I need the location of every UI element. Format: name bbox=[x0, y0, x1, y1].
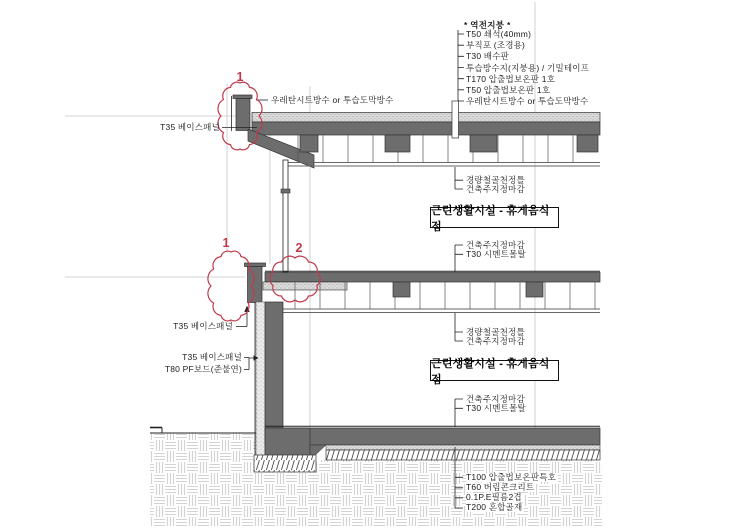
floor2-edge-insulation bbox=[263, 282, 347, 290]
base-panel-label-mid: T35 베이스패널 bbox=[173, 321, 233, 331]
floor2-suspended-ceiling bbox=[283, 309, 600, 313]
roof-legend-title: * 역전지붕 * bbox=[464, 20, 511, 30]
edge-footing-insulation bbox=[254, 455, 316, 472]
floor1-ceiling-finish-label: 건축주지정마감 bbox=[466, 336, 525, 346]
roof-suspended-ceiling bbox=[288, 163, 600, 167]
roof-layer-marker bbox=[452, 101, 459, 138]
grade-line bbox=[150, 428, 256, 434]
edge-curb bbox=[248, 267, 263, 303]
roof-insulation-layer bbox=[252, 113, 600, 123]
floor1-finish-label: 건축주지정마감 bbox=[466, 394, 525, 404]
roof-ceiling-hangers bbox=[298, 135, 573, 162]
ground-legend-item: T60 버림콘크리트 bbox=[466, 482, 535, 492]
window-transom bbox=[281, 189, 290, 193]
roof-legend-item: T30 배수판 bbox=[466, 51, 510, 61]
floor1-mortar-label: T30 시멘트몰탈 bbox=[466, 403, 526, 413]
floor2-assembly bbox=[245, 263, 601, 313]
floor2-mortar-label: T30 시멘트몰탈 bbox=[466, 249, 526, 259]
wall-insulation-band bbox=[256, 302, 265, 456]
roof-legend-item: T50 쇄석(40mm) bbox=[466, 29, 532, 39]
ground-legend-item: T200 혼합골재 bbox=[466, 502, 523, 512]
earth-hatch-left bbox=[150, 433, 257, 526]
roof-slab bbox=[252, 122, 600, 135]
parapet-cap bbox=[233, 95, 252, 99]
roof-ceiling-frame-label: 경량철골천정틀 bbox=[466, 175, 525, 185]
roof-beams bbox=[300, 135, 598, 152]
floor2-slab bbox=[265, 273, 600, 283]
revision-number-2-sill: 2 bbox=[295, 241, 303, 255]
room-label-upper: 근린생활시설 - 휴게음식점 bbox=[430, 207, 559, 228]
roof-legend-item: T170 압출법보온판 1호 bbox=[466, 74, 556, 84]
roof-legend-item: 투습방수지(지붕용) / 기밀테이프 bbox=[466, 63, 590, 73]
window-mullion bbox=[283, 160, 288, 272]
base-panel-label-low: T35 베이스패널 bbox=[182, 352, 242, 362]
base-panel-label-top: T35 베이스패널 bbox=[160, 122, 220, 132]
ground-legend-item: T100 압출법보온판특호 bbox=[466, 472, 557, 482]
roof-ceiling-finish-label: 건축주지정마감 bbox=[466, 184, 525, 194]
under-slab-insulation bbox=[326, 450, 600, 460]
under-slab-layer bbox=[326, 445, 600, 450]
roof-legend-item: T50 압출법보온판 1호 bbox=[466, 85, 551, 95]
ground-slab bbox=[265, 428, 600, 445]
floor2-beams bbox=[393, 282, 543, 297]
pf-board-label: T80 PF보드(준불연) bbox=[164, 364, 242, 374]
parapet bbox=[236, 99, 250, 131]
roof-legend-item: 부직포 (조경용) bbox=[466, 40, 526, 50]
ground-legend-item: 0.1P.E필름2겹 bbox=[466, 492, 522, 502]
wall-concrete bbox=[265, 302, 283, 435]
parapet-waterproofing-label: 우레탄시트방수 or 투습도막방수 bbox=[271, 95, 394, 105]
edge-curb-cap bbox=[245, 263, 266, 267]
revision-number-1-floor: 1 bbox=[222, 236, 230, 250]
roof-legend-item: 우레탄시트방수 or 투습도막방수 bbox=[466, 96, 589, 106]
floor1-ceiling-frame-label: 경량철골천정틀 bbox=[466, 327, 525, 337]
room-label-lower: 근린생활시설 - 휴게음식점 bbox=[430, 360, 559, 381]
floor2-finish-label: 건축주지정마감 bbox=[466, 240, 525, 250]
revision-number-1-roof: 1 bbox=[236, 70, 244, 84]
